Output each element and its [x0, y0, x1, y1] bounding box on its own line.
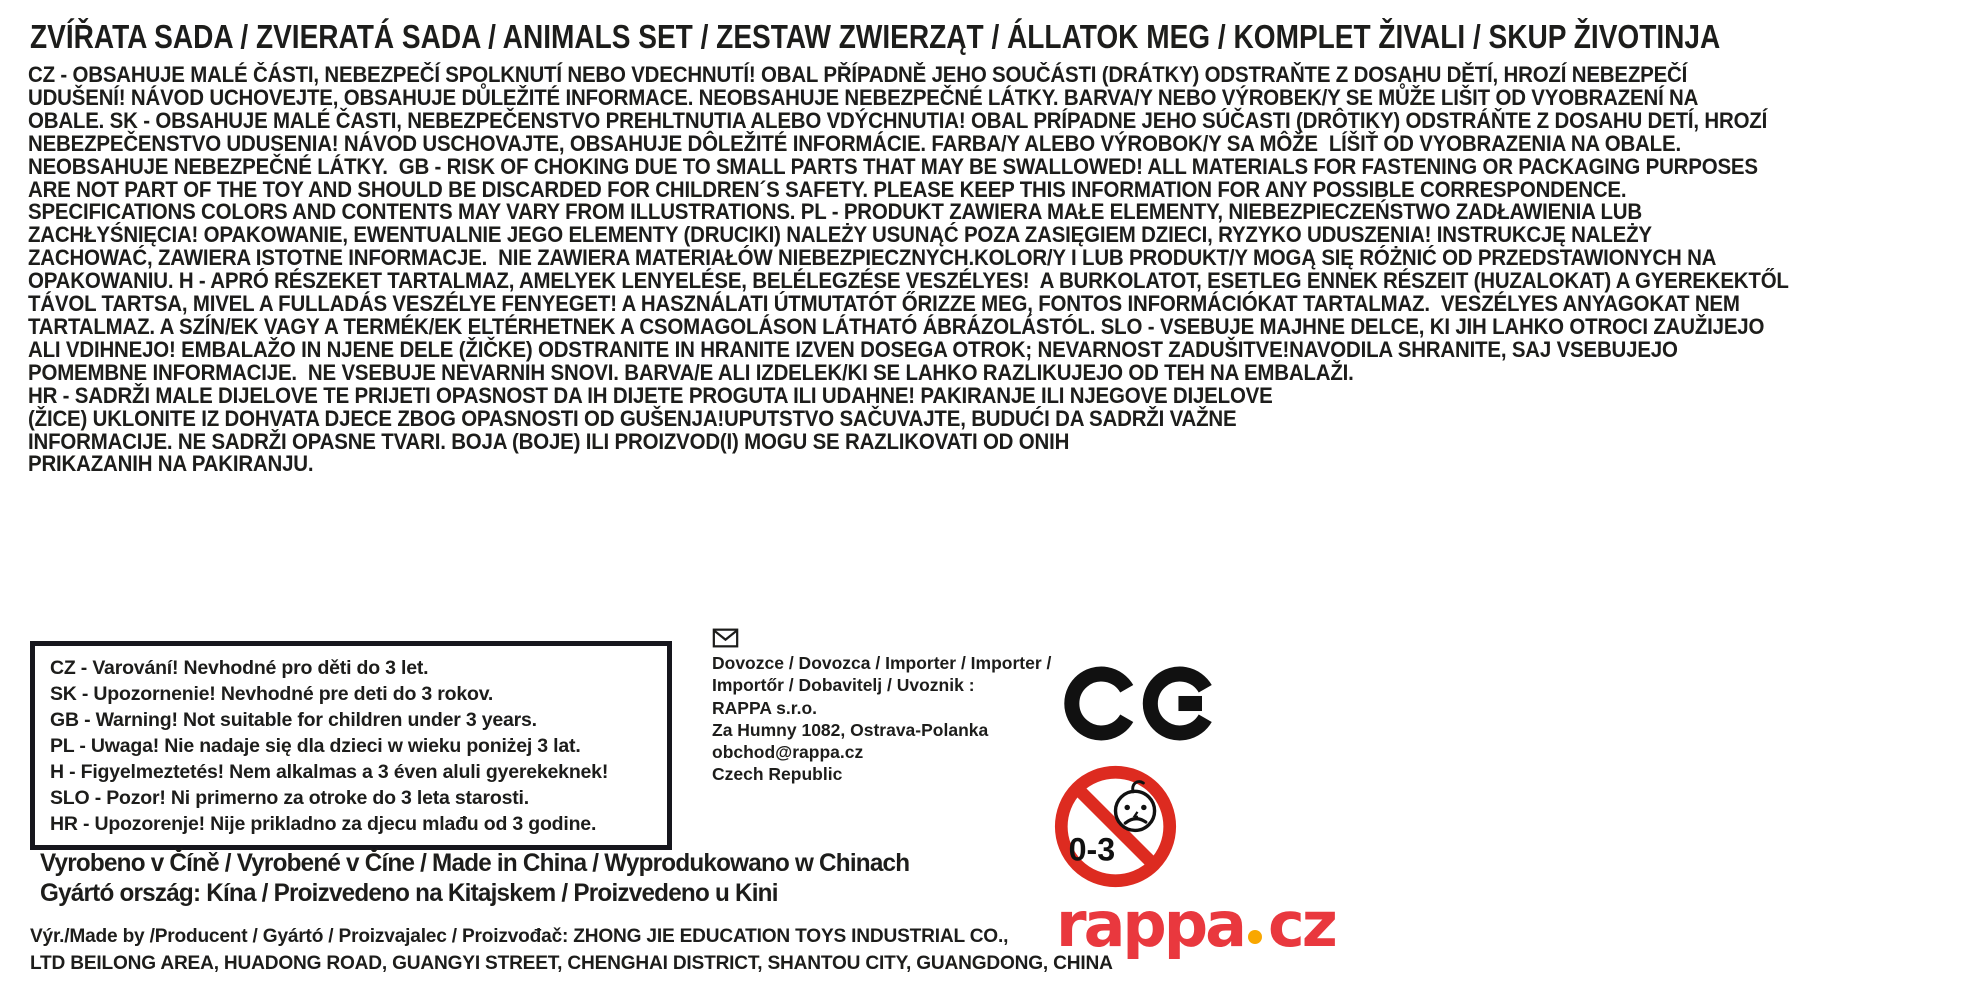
- warning-paragraph-line: POMEMBNE INFORMACIJE. NE VSEBUJE NEVARNIH SNOVI. BARVA/E ALI IZDELEK/KI SE LAHKO RAZLIKUJEJO OD TEH NA EMBALAŽI.: [28, 359, 1354, 385]
- warning-paragraph-line: (ŽICE) UKLONITE IZ DOHVATA DJECE ZBOG OPASNOSTI OD GUŠENJA!UPUTSTVO SAČUVAJTE, BUDUĆI DA SADRŽI VAŽNE: [28, 405, 1237, 431]
- age-0-3-prohibition-icon: [1052, 763, 1179, 890]
- age-warning-line: PL - Uwaga! Nie nadaje się dla dzieci w wieku poniżej 3 lat.: [50, 735, 581, 757]
- age-warning-line: GB - Warning! Not suitable for children under 3 years.: [50, 709, 537, 731]
- warning-paragraph-line: ZACHŁYŚNIĘCIA! OPAKOWANIE, EWENTUALNIE JEGO ELEMENTY (DRUCIKI) NALEŻY USUNĄĆ POZA ZASIĘGIEM DZIECI, RYZYKO UDUSZENIA! INSTRUKCJĘ NALEŻY: [28, 222, 1652, 248]
- product-title: ZVÍŘATA SADA / ZVIERATÁ SADA / ANIMALS SET / ZESTAW ZWIERZĄT / ÁLLATOK MEG / KOMPLET ŽIVALI / SKUP ŽIVOTINJA: [30, 18, 1721, 55]
- country-of-origin: [40, 849, 909, 908]
- warning-paragraph-line: ZACHOWAĆ, ZAWIERA ISTOTNE INFORMACJE. NIE ZAWIERA MATERIAŁÓW NIEBEZPIECZNYCH.KOLOR/Y I LUB PRODUKT/Y MOGĄ SIĘ RÓŻNIĆ OD PRZEDSTAWIONYCH NA: [28, 245, 1717, 271]
- ce-mark-icon: [1062, 644, 1219, 763]
- warning-paragraph-line: SPECIFICATIONS COLORS AND CONTENTS MAY VARY FROM ILLUSTRATIONS. PL - PRODUKT ZAWIERA MAŁE ELEMENTY, NIEBEZPIECZEŃSTWO ZADŁAWIENIA LUB: [28, 199, 1643, 225]
- importer-line: Czech Republic: [712, 764, 843, 785]
- rappa-logo-tld: cz: [1268, 888, 1335, 961]
- envelope-icon: [712, 628, 739, 648]
- warning-paragraph-line: TARTALMAZ. A SZÍN/EK VAGY A TERMÉK/EK ELTÉRHETNEK A CSOMAGOLÁSON LÁTHATÓ ÁBRÁZOLÁSTÓL. SLO - VSEBUJE MAJHNE DELCE, KI JIH LAHKO OTROCI ZAUŽIJEJO: [28, 313, 1765, 339]
- age-warning-line: SK - Upozornenie! Nevhodné pre deti do 3 rokov.: [50, 683, 494, 705]
- manufacturer-info: [30, 923, 1113, 976]
- origin-line: Gyártó ország: Kína / Proizvedeno na Kitajskem / Proizvedeno u Kini: [40, 878, 778, 907]
- warning-paragraph-line: NEOBSAHUJE NEBEZPEČNÉ LÁTKY. GB - RISK OF CHOKING DUE TO SMALL PARTS THAT MAY BE SWALLOWED! ALL MATERIALS FOR FASTENING OR PACKAGING PURPOSES: [28, 153, 1758, 179]
- importer-line: Dovozce / Dovozca / Importer / Importer /: [712, 653, 1052, 673]
- rappa-logo-dot: [1248, 930, 1262, 944]
- importer-line: RAPPA s.r.o.: [712, 697, 818, 718]
- age-range-label: 0-3: [1068, 831, 1116, 868]
- manufacturer-line: Výr./Made by /Producent / Gyártó / Proizvajalec / Proizvođač: ZHONG JIE EDUCATION TOYS INDUSTRIAL CO.,: [30, 925, 1009, 947]
- warning-paragraph-line: HR - SADRŽI MALE DIJELOVE TE PRIJETI OPASNOST DA IH DIJETE PROGUTA ILI UDAHNE! PAKIRANJE ILI NJEGOVE DIJELOVE: [28, 382, 1273, 408]
- rappa-logo-brand: rappa: [1056, 888, 1245, 961]
- warning-paragraph-line: ARE NOT PART OF THE TOY AND SHOULD BE DISCARDED FOR CHILDREN´S SAFETY. PLEASE KEEP THIS INFORMATION FOR ANY POSSIBLE CORRESPONDENCE.: [28, 176, 1627, 202]
- warning-paragraph-line: NEBEZPEČENSTVO UDUSENIA! NÁVOD USCHOVAJTE, OBSAHUJE DÔLEŽITÉ INFORMÁCIE. FARBA/Y ALEBO VÝROBOK/Y SA MÔŽE LÍŠIŤ OD VYOBRAZENIA NA OBALE.: [28, 130, 1681, 156]
- importer-line: Za Humny 1082, Ostrava-Polanka: [712, 719, 989, 740]
- importer-block: [712, 628, 1051, 786]
- multilingual-warning-paragraph: [28, 64, 1789, 476]
- importer-lines: [712, 652, 1051, 786]
- importer-line: Importőr / Dobavitelj / Uvoznik :: [712, 675, 975, 696]
- warning-paragraph-line: CZ - OBSAHUJE MALÉ ČÁSTI, NEBEZPEČÍ SPOLKNUTÍ NEBO VDECHNUTÍ! OBAL PŘÍPADNĚ JEHO SOUČÁSTI (DRÁTKY) ODSTRAŇTE Z DOSAHU DĚTÍ, HROZÍ NEBEZPEČÍ: [28, 62, 1688, 87]
- warning-paragraph-line: UDUŠENÍ! NÁVOD UCHOVEJTE, OBSAHUJE DŮLEŽITÉ INFORMACE. NEOBSAHUJE NEBEZPEČNÉ LÁTKY. BARVA/Y NEBO VÝROBEK/Y SE MŮŽE LIŠIT OD VYOBRAZENÍ NA: [28, 84, 1699, 110]
- warning-paragraph-line: INFORMACIJE. NE SADRŽI OPASNE TVARI. BOJA (BOJE) ILI PROIZVOD(I) MOGU SE RAZLIKOVATI OD ONIH: [28, 428, 1070, 454]
- warning-paragraph-line: TÁVOL TARTSA, MIVEL A FULLADÁS VESZÉLYE FENYEGET! A HASZNÁLATI ÚTMUTATÓT ŐRIZZE MEG, FONTOS INFORMÁCIÓKAT TARTALMAZ. VESZÉLYES ANYAGOKAT NEM: [28, 291, 1740, 317]
- age-warning-line: HR - Upozorenje! Nije prikladno za djecu mlađu od 3 godine.: [50, 813, 597, 835]
- warning-paragraph-line: OBALE. SK - OBSAHUJE MALÉ ČASTI, NEBEZPEČENSTVO PREHLTNUTIA ALEBO VDÝCHNUTIA! OBAL PRÍPADNE JEHO SÚČASTI (DRÔTIKY) ODSTRÁŇTE Z DOSAHU DETÍ, HROZÍ: [28, 107, 1768, 133]
- origin-line: Vyrobeno v Číně / Vyrobené v Číne / Made in China / Wyprodukowano w Chinach: [40, 849, 910, 877]
- rappa-logo: [1056, 888, 1335, 961]
- warning-paragraph-line: OPAKOWANIU. H - APRÓ RÉSZEKET TARTALMAZ, AMELYEK LENYELÉSE, BELÉLEGZÉSE VESZÉLYES! A BURKOLATOT, ESETLEG ENNEK RÉSZEIT (HUZALOKAT) A GYEREKEKTŐL: [28, 268, 1789, 294]
- warning-paragraph-line: PRIKAZANIH NA PAKIRANJU.: [28, 451, 314, 477]
- warning-paragraph-line: ALI VDIHNEJO! EMBALAŽO IN NJENE DELE (ŽIČKE) ODSTRANITE IN HRANITE IZVEN DOSEGA OTROK; NEVARNOST ZADUŠITVE!NAVODILA SHRANITE, SAJ VSEBUJEJO: [28, 336, 1678, 362]
- age-warning-box: [30, 641, 672, 850]
- age-warning-line: H - Figyelmeztetés! Nem alkalmas a 3 éven aluli gyerekeknek!: [50, 761, 609, 783]
- age-warning-box-lines: [50, 655, 652, 837]
- age-warning-line: SLO - Pozor! Ni primerno za otroke do 3 leta starosti.: [50, 787, 529, 809]
- importer-line: obchod@rappa.cz: [712, 742, 864, 763]
- age-warning-line: CZ - Varování! Nevhodné pro děti do 3 let.: [50, 657, 429, 679]
- manufacturer-line: LTD BEILONG AREA, HUADONG ROAD, GUANGYI STREET, CHENGHAI DISTRICT, SHANTOU CITY, GUANGDONG, CHINA: [30, 951, 1113, 974]
